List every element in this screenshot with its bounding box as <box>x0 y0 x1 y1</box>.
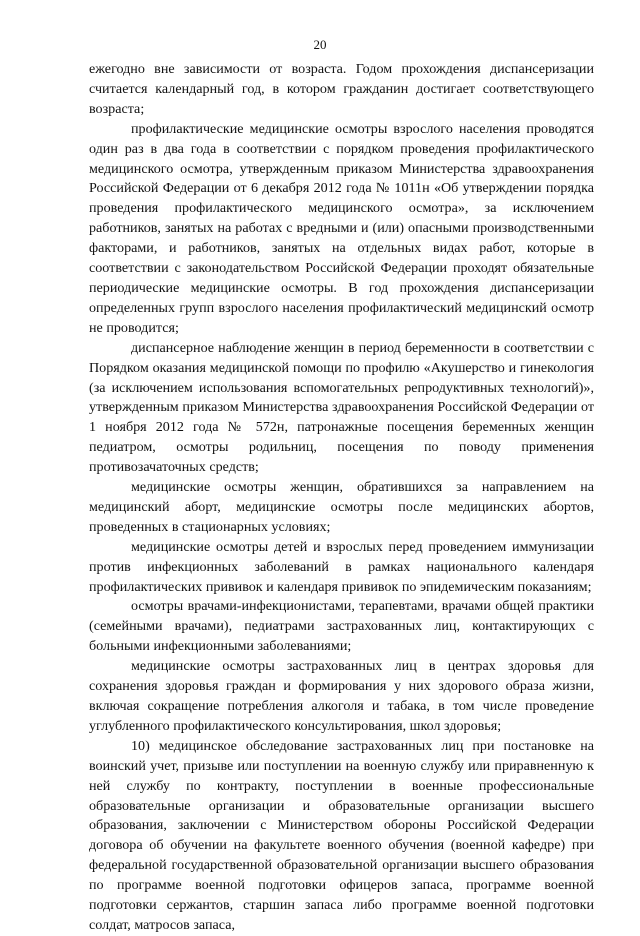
paragraph-abortion-exams: медицинские осмотры женщин, обратившихся за направлением на медицинский аборт, медицинские осмотры после медицинских абортов, проведенных в стационарных условиях; <box>89 479 594 535</box>
document-body <box>89 60 594 936</box>
paragraph-continuation: ежегодно вне зависимости от возраста. Годом прохождения диспансеризации считается календарный год, в котором гражданин достигает соответствующего возраста; <box>89 61 594 117</box>
paragraph-infection-contacts: осмотры врачами-инфекционистами, терапевтами, врачами общей практики (семейными врачами), педиатрами застрахованных лиц, контактирующих с больными инфекционными заболеваниями; <box>89 598 594 655</box>
paragraph-health-centers: медицинские осмотры застрахованных лиц в центрах здоровья для сохранения здоровья граждан и формирования у них здорового образа жизни, включая сокращение потребления алкоголя и табака, в том числе проведение углубленного профилактического консультирования, школ здоровья; <box>89 658 594 734</box>
paragraph-military-exam: 10) медицинское обследование застрахованных лиц при постановке на воинский учет, призыве или поступлении на военную службу или приравненную к ней службу по контракту, поступлении в военные профессиональные образовательные организации и образовательные организации высшего образования, заключении с Министерством обороны Российской Федерации договора об обучении на факультете военного обучения (военной кафедре) при федеральной государственной образовательной организации высшего образования по программе военной подготовки офицеров запаса, программе военной подготовки сержантов, старшин запаса либо программе военной подготовки солдат, матросов запаса, <box>89 737 594 933</box>
paragraph-pregnancy-observation: диспансерное наблюдение женщин в период беременности в соответствии с Порядком оказания медицинской помощи по профилю «Акушерство и гинекология (за исключением использования вспомогательных репродуктивных технологий)», утвержденным приказом Министерства здравоохранения Российской Федерации от 1 ноября 2012 года № 572н, патронажные посещения беременных женщин педиатром, осмотры родильниц, посещения по поводу применения противозачаточных средств; <box>89 339 594 476</box>
paragraph-immunization-exams: медицинские осмотры детей и взрослых перед проведением иммунизации против инфекционных заболеваний в рамках национального календаря профилактических прививок и календаря прививок по эпидемическим показаниям; <box>89 538 594 595</box>
paragraph-preventive-exams: профилактические медицинские осмотры взрослого населения проводятся один раз в два года в соответствии с порядком проведения профилактического медицинского осмотра, утвержденным приказом Министерства здравоохранения Российской Федерации от 6 декабря 2012 года № 1011н «Об утверждении порядка проведения профилактического медицинского осмотра», за исключением работников, занятых на работах с вредными и (или) опасными производственными факторами, и работников, занятых на отдельных видах работ, которые в соответствии с законодательством Российской Федерации проходят обязательные периодические медицинские осмотры. В год прохождения диспансеризации определенных групп взрослого населения профилактический медицинский осмотр не проводится; <box>89 120 594 336</box>
page-number: 20 <box>313 37 327 52</box>
